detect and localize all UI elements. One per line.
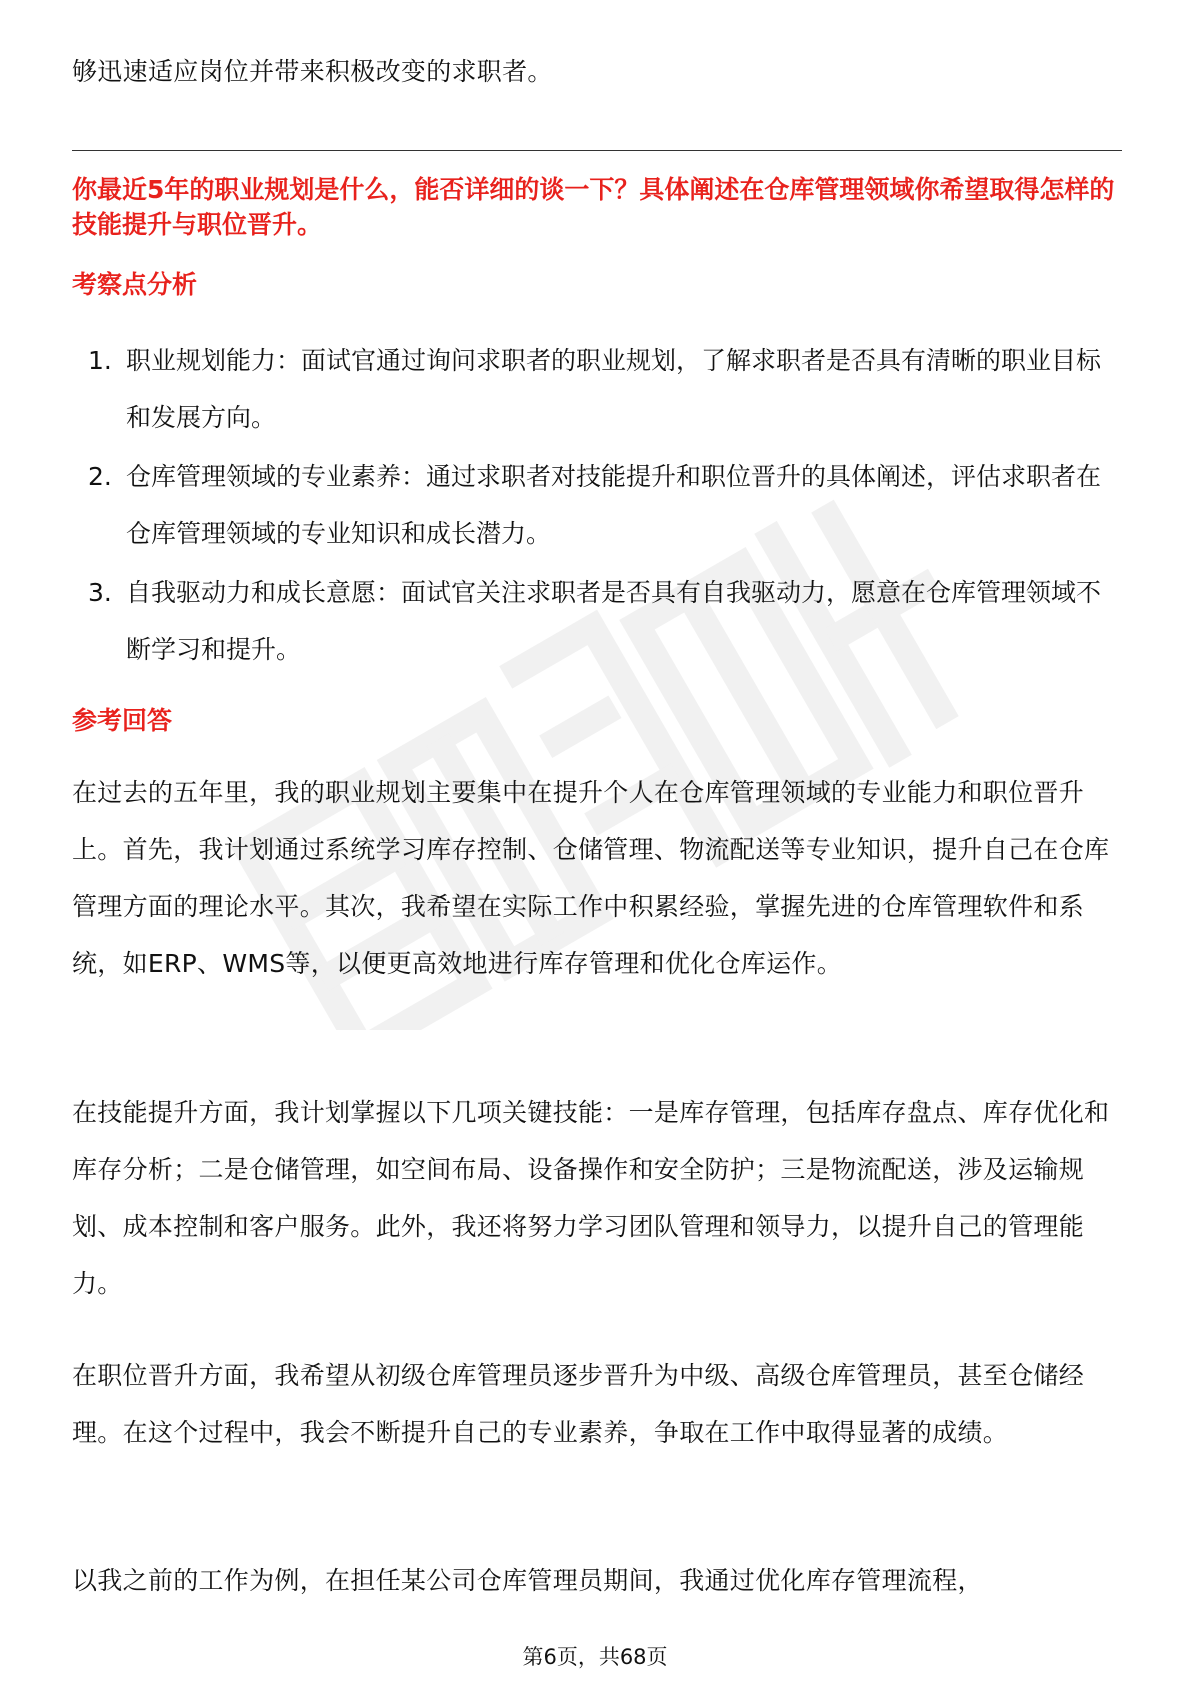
analysis-title: 考察点分析	[72, 270, 198, 299]
list-item-number: 1.	[88, 346, 112, 375]
question-heading: 你最近5年的职业规划是什么，能否详细的谈一下？具体阐述在仓库管理领域你希望取得怎样的技能提升与职位晋升。	[72, 175, 1115, 239]
list-item	[72, 564, 1122, 678]
list-item-text: 职业规划能力：面试官通过询问求职者的职业规划，了解求职者是否具有清晰的职业目标和发展方向。	[126, 346, 1102, 432]
list-item-number: 2.	[88, 462, 112, 491]
answer-title: 参考回答	[72, 706, 173, 735]
list-item	[72, 448, 1122, 562]
section-divider	[72, 150, 1122, 151]
list-item-number: 3.	[88, 578, 112, 607]
answer-paragraph: 以我之前的工作为例，在担任某公司仓库管理员期间，我通过优化库存管理流程，	[72, 1566, 983, 1595]
analysis-list	[72, 332, 1122, 680]
list-item-text: 自我驱动力和成长意愿：面试官关注求职者是否具有自我驱动力，愿意在仓库管理领域不断学习和提升。	[126, 578, 1102, 664]
answer-paragraph: 在职位晋升方面，我希望从初级仓库管理员逐步晋升为中级、高级仓库管理员，甚至仓储经理。在这个过程中，我会不断提升自己的专业素养，争取在工作中取得显著的成绩。	[72, 1361, 1085, 1447]
list-item	[72, 332, 1122, 446]
list-item-text: 仓库管理领域的专业素养：通过求职者对技能提升和职位晋升的具体阐述，评估求职者在仓库管理领域的专业知识和成长潜力。	[126, 462, 1102, 548]
answer-paragraph: 在技能提升方面，我计划掌握以下几项关键技能：一是库存管理，包括库存盘点、库存优化和库存分析；二是仓储管理，如空间布局、设备操作和安全防护；三是物流配送，涉及运输规划、成本控制和客户服务。此外，我还将努力学习团队管理和领导力，以提升自己的管理能力。	[72, 1098, 1110, 1298]
page-number: 第6页，共68页	[522, 1645, 668, 1669]
intro-text: 够迅速适应岗位并带来积极改变的求职者。	[72, 57, 553, 86]
answer-paragraph: 在过去的五年里，我的职业规划主要集中在提升个人在仓库管理领域的专业能力和职位晋升上。首先，我计划通过系统学习库存控制、仓储管理、物流配送等专业知识，提升自己在仓库管理方面的理论水平。其次，我希望在实际工作中积累经验，掌握先进的仓库管理软件和系统，如ERP、WMS等，以便更高效地进行库存管理和优化仓库运作。	[72, 778, 1110, 978]
